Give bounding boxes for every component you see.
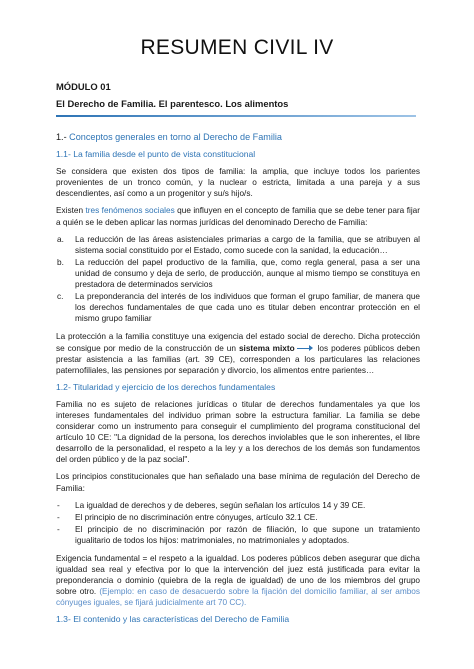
list-item-text: El principio de no discriminación por razón de filiación, lo que supone un tratamiento igualitario de todos los hijos: matrimoniales, no matrimoniales y adoptados. [75,524,420,545]
alpha-list [56,234,420,325]
list-item [56,257,420,290]
module-subtitle: El Derecho de Familia. El parentesco. Los alimentos [56,98,289,109]
list-item-text: La reducción del papel productivo de la familia, que, como regla general, pasa a ser una unidad de consumo y deja de serlo, de producción, aunque al mismo tiempo se constituya en prestadora de determinados servicios [75,257,420,290]
arrow-right-icon [297,345,313,351]
text-fragment: Exigencia fundamental = el respeto a la igualdad. Los poderes públicos deben asegurar que dicha igualdad sea real y efectiva por lo que la intervención del juez está justificada para evitar la preponderancia o dominio (quiebra de la regla de igualdad) de uno de los miembros del grupo sobre otro. [56,554,420,597]
highlighted-term: tres fenómenos sociales [85,206,175,216]
list-marker: - [57,512,60,522]
list-item-text: El principio de no discriminación entre cónyuges, artículo 32.1 CE. [75,512,318,522]
example-note: (Ejemplo: en caso de desacuerdo sobre la fijación del domicilio familiar, al ser ambos cónyuges iguales, se fijará judicialmente art 70 CC). [56,587,420,608]
subsection-heading-1-2: 1.2- Titularidad y ejercicio de los derechos fundamentales [56,381,276,392]
list-item [56,512,420,523]
text-fragment: Existen [56,206,86,216]
list-item-text: La preponderancia del interés de los individuos que forman el grupo familiar, de manera que los derechos fundamentales de que cada uno es titular deben encontrar protección en el mismo grupo familiar [75,292,420,324]
list-marker: - [57,500,60,510]
paragraph-social-phenomena [56,205,420,227]
text-fragment: que influyen en el concepto de familia que se debe tener para fijar a quién se le deben aplicar las normas jurídicas del denominado Derecho de Familia: [56,206,420,227]
list-marker: b. [57,257,64,267]
subsection-heading-1-1: 1.1- La familia desde el punto de vista constitucional [56,149,256,160]
list-marker: c. [57,292,64,302]
section-title: Conceptos generales en torno al Derecho de Familia [69,132,282,142]
paragraph-family-types: Se considera que existen dos tipos de familia: la amplia, que incluye todos los parientes provenientes de un tronco común, y la nuclear o estricta, limitada a una pareja y a sus descendientes, así como a un progenitor y su/s hijo/s. [56,167,420,199]
document-title: RESUMEN CIVIL IV [140,36,334,59]
module-label: MÓDULO 01 [56,81,111,92]
dash-list [56,500,420,546]
list-marker: - [57,524,60,534]
paragraph-equality [56,553,420,608]
list-marker: a. [57,234,64,244]
paragraph-fundamental-rights: Familia no es sujeto de relaciones jurídicas o titular de derechos fundamentales ya que los intereses fundamentales del individuo priman sobre la estructura familiar. La familia se debe considerar como un instrumento para conseguir el cumplimiento del programa constitucional del artículo 10 CE: "La dignidad de la persona, los derechos inviolables que le son inherentes, el libre desarrollo de la personalidad, el respeto a la ley y a los derechos de los demás son fundamentos del orden público y de la paz social". [56,399,420,465]
document-body [56,130,420,632]
section-number: 1.- [56,132,67,142]
paragraph-principles-intro: Los principios constitucionales que han señalado una base mínima de regulación del Derecho de Familia: [56,472,420,493]
title-divider [56,115,416,117]
list-item-text: La igualdad de derechos y de deberes, según señalan los artículos 14 y 39 CE. [75,500,366,510]
list-item [56,524,420,546]
paragraph-mixed-system [56,331,420,375]
text-fragment: La protección a la familia constituye una exigencia del estado social de derecho. Dicha protección se consigue por medio de la construcción de un [56,332,420,353]
section-heading-1 [56,132,420,143]
text-fragment: los poderes públicos deben prestar asistencia a las familias (art. 39 CE), corresponden a los particulares las relaciones paternofiliales, las pensiones por separación y divorcio, los alimentos entre parientes… [56,343,420,375]
list-item-text: La reducción de las áreas asistenciales primarias a cargo de la familia, que se atribuyen al sistema social constituido por el Estado, como sucede con la sanidad, la educación… [75,234,420,255]
list-item [56,291,420,324]
list-item [56,234,420,256]
subsection-heading-1-3: 1.3- El contenido y las características del Derecho de Familia [56,614,290,625]
list-item [56,500,420,511]
bold-term: sistema mixto [238,343,295,353]
